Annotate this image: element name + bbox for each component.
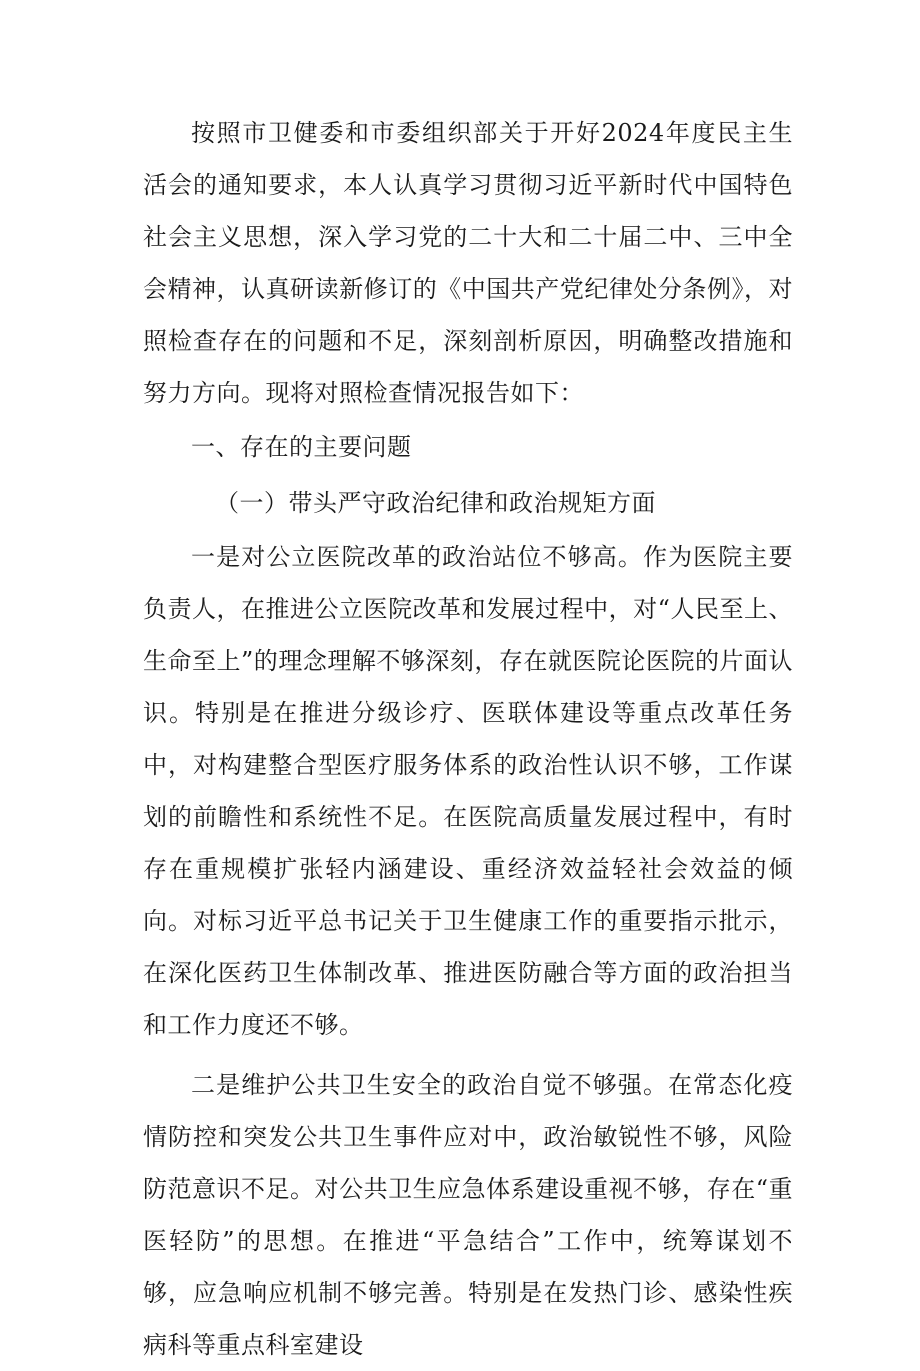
body-paragraph-2: 二是维护公共卫生安全的政治自觉不够强。在常态化疫情防控和突发公共卫生事件应对中，政治敏锐性不够，风险防范意识不足。对公共卫生应急体系建设重视不够，存在“重医轻防”的思想。在推进“平急结合”工作中，统筹谋划不够，应急响应机制不够完善。特别是在发热门诊、感染性疾病科等重点科室建设	[143, 1071, 793, 1359]
section-heading: 一、存在的主要问题	[191, 433, 412, 461]
subsection-heading: （一）带头严守政治纪律和政治规矩方面	[215, 489, 656, 517]
intro-paragraph: 按照市卫健委和市委组织部关于开好2024年度民主生活会的通知要求，本人认真学习贯彻习近平新时代中国特色社会主义思想，深入学习党的二十大和二十届二中、三中全会精神，认真研读新修订的《中国共产党纪律处分条例》，对照检查存在的问题和不足，深刻剖析原因，明确整改措施和努力方向。现将对照检查情况报告如下：	[143, 119, 793, 407]
body-paragraph-1: 一是对公立医院改革的政治站位不够高。作为医院主要负责人，在推进公立医院改革和发展过程中，对“人民至上、生命至上”的理念理解不够深刻，存在就医院论医院的片面认识。特别是在推进分级诊疗、医联体建设等重点改革任务中，对构建整合型医疗服务体系的政治性认识不够，工作谋划的前瞻性和系统性不足。在医院高质量发展过程中，有时存在重规模扩张轻内涵建设、重经济效益轻社会效益的倾向。对标习近平总书记关于卫生健康工作的重要指示批示，在深化医药卫生体制改革、推进医防融合等方面的政治担当和工作力度还不够。	[143, 543, 793, 1039]
document-body	[143, 107, 793, 1371]
